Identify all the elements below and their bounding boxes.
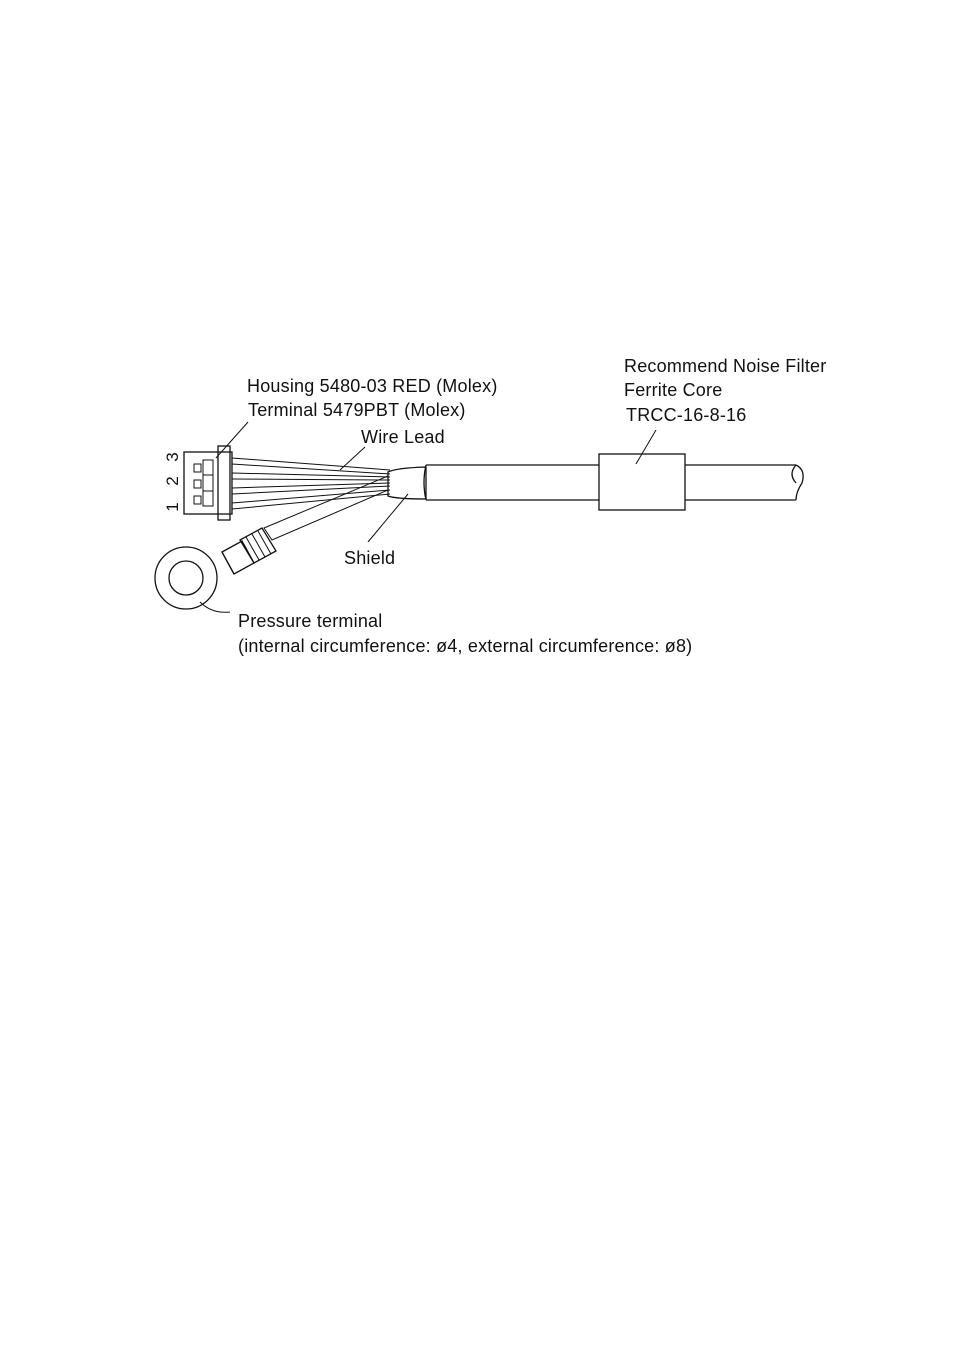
wire-lead-label: Wire Lead	[361, 427, 445, 447]
housing-label: Housing 5480-03 RED (Molex)	[247, 376, 498, 396]
pin-label: 3	[163, 452, 182, 462]
pin-numbers	[163, 452, 182, 511]
ferrite-core-label: Ferrite Core	[624, 380, 723, 400]
ferrite-part-number: TRCC-16-8-16	[626, 405, 747, 425]
noise-filter-label: Recommend Noise Filter	[624, 356, 827, 376]
shield-drain-wire	[264, 476, 388, 540]
leader-lines	[200, 422, 656, 612]
terminal-label: Terminal 5479PBT (Molex)	[248, 400, 466, 420]
ferrite-core	[599, 454, 685, 510]
shield-braid	[388, 467, 426, 499]
pin-label: 1	[163, 502, 182, 512]
shield-label: Shield	[344, 548, 396, 568]
wire-leads	[232, 458, 390, 509]
pressure-terminal-ring	[155, 547, 234, 609]
pin-label: 2	[163, 476, 182, 486]
connector-housing	[184, 446, 232, 520]
pressure-terminal-label: Pressure terminal	[238, 611, 383, 631]
cable-jacket	[424, 465, 803, 500]
pressure-terminal-dimensions: (internal circumference: ø4, external circumference: ø8)	[238, 636, 693, 656]
